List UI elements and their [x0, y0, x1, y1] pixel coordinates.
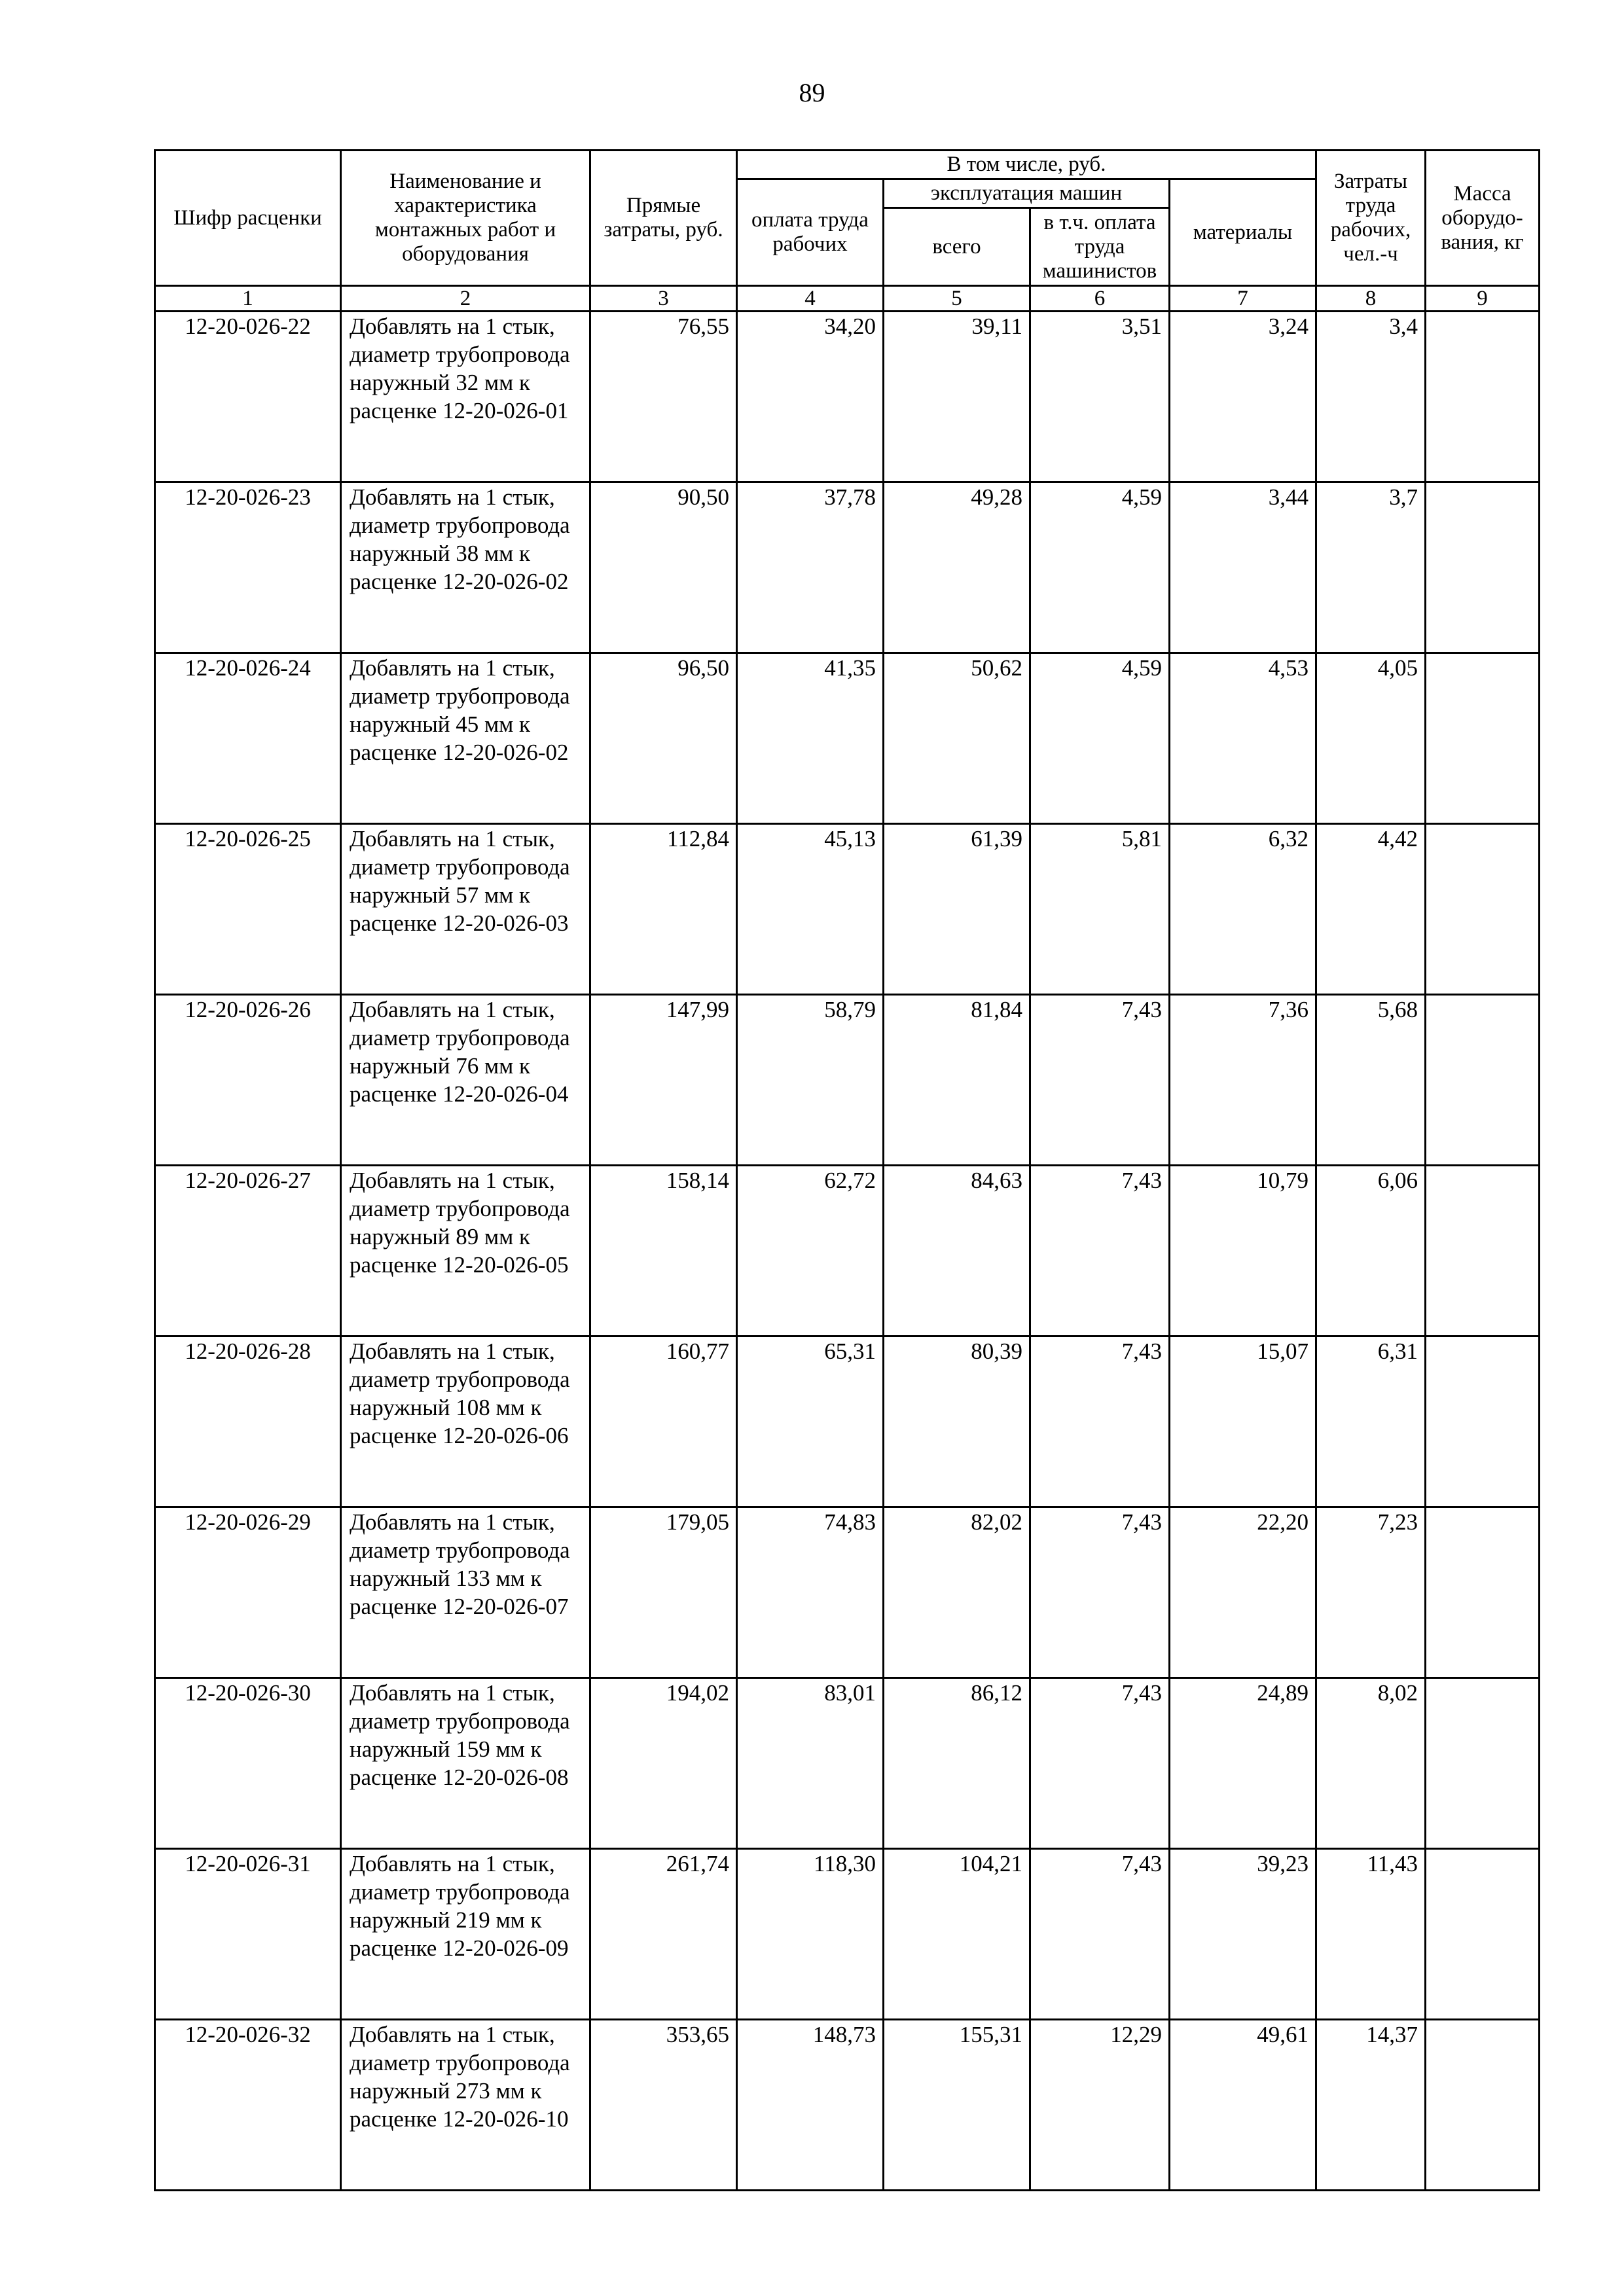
cell-machines-total: 49,28: [884, 482, 1030, 653]
cell-code: 12-20-026-32: [155, 2020, 341, 2191]
cell-labor-pay: 118,30: [737, 1849, 884, 2020]
cell-name: Добавлять на 1 стык, диаметр трубопровода наружный 38 мм к расценке 12-20-026-02: [341, 482, 590, 653]
cell-mass: [1426, 995, 1540, 1166]
cell-labor-cost: 6,31: [1316, 1336, 1426, 1507]
cell-labor-cost: 5,68: [1316, 995, 1426, 1166]
cell-direct: 194,02: [590, 1678, 737, 1849]
table-row: [155, 824, 1540, 995]
cell-labor-cost: 7,23: [1316, 1507, 1426, 1678]
col-number: 9: [1426, 286, 1540, 312]
cell-code: 12-20-026-25: [155, 824, 341, 995]
cell-mass: [1426, 1166, 1540, 1336]
cell-labor-cost: 4,05: [1316, 653, 1426, 824]
table-header: [155, 151, 1540, 312]
cell-labor-cost: 8,02: [1316, 1678, 1426, 1849]
cell-name: Добавлять на 1 стык, диаметр трубопровода наружный 76 мм к расценке 12-20-026-04: [341, 995, 590, 1166]
header-direct: Прямые затраты, руб.: [590, 151, 737, 286]
cell-labor-pay: 37,78: [737, 482, 884, 653]
cell-materials: 6,32: [1170, 824, 1316, 995]
cell-name: Добавлять на 1 стык, диаметр трубопровода наружный 273 мм к расценке 12-20-026-10: [341, 2020, 590, 2191]
cell-labor-cost: 6,06: [1316, 1166, 1426, 1336]
cell-labor-cost: 14,37: [1316, 2020, 1426, 2191]
header-machines-total: всего: [884, 208, 1030, 286]
table-row: [155, 653, 1540, 824]
cell-code: 12-20-026-30: [155, 1678, 341, 1849]
cell-labor-cost: 4,42: [1316, 824, 1426, 995]
table-row: [155, 995, 1540, 1166]
table-row: [155, 1336, 1540, 1507]
table-row: [155, 2020, 1540, 2191]
header-including: В том числе, руб.: [737, 151, 1316, 179]
cell-name: Добавлять на 1 стык, диаметр трубопровода наружный 159 мм к расценке 12-20-026-08: [341, 1678, 590, 1849]
cell-name: Добавлять на 1 стык, диаметр трубопровода наружный 89 мм к расценке 12-20-026-05: [341, 1166, 590, 1336]
table-row: [155, 1507, 1540, 1678]
cell-machinists-pay: 5,81: [1030, 824, 1170, 995]
cell-labor-pay: 58,79: [737, 995, 884, 1166]
col-number: 5: [884, 286, 1030, 312]
col-number: 1: [155, 286, 341, 312]
cell-mass: [1426, 312, 1540, 482]
cell-machinists-pay: 7,43: [1030, 1336, 1170, 1507]
cell-mass: [1426, 1678, 1540, 1849]
header-machinists-pay: в т.ч. оплата труда машинистов: [1030, 208, 1170, 286]
cell-code: 12-20-026-24: [155, 653, 341, 824]
col-number: 8: [1316, 286, 1426, 312]
cell-code: 12-20-026-28: [155, 1336, 341, 1507]
table-row: [155, 1166, 1540, 1336]
cell-mass: [1426, 1507, 1540, 1678]
cell-name: Добавлять на 1 стык, диаметр трубопровода наружный 57 мм к расценке 12-20-026-03: [341, 824, 590, 995]
cell-code: 12-20-026-27: [155, 1166, 341, 1336]
cell-labor-pay: 62,72: [737, 1166, 884, 1336]
cell-materials: 7,36: [1170, 995, 1316, 1166]
cell-mass: [1426, 824, 1540, 995]
price-table: [154, 149, 1540, 2191]
cell-code: 12-20-026-22: [155, 312, 341, 482]
cell-materials: 4,53: [1170, 653, 1316, 824]
table-body: [155, 312, 1540, 2191]
cell-direct: 158,14: [590, 1166, 737, 1336]
cell-machinists-pay: 3,51: [1030, 312, 1170, 482]
cell-machines-total: 50,62: [884, 653, 1030, 824]
cell-code: 12-20-026-29: [155, 1507, 341, 1678]
cell-mass: [1426, 1849, 1540, 2020]
cell-labor-pay: 45,13: [737, 824, 884, 995]
cell-machines-total: 82,02: [884, 1507, 1030, 1678]
header-name: Наименование и характеристика монтажных работ и оборудования: [341, 151, 590, 286]
cell-code: 12-20-026-23: [155, 482, 341, 653]
cell-materials: 22,20: [1170, 1507, 1316, 1678]
header-machines: эксплуатация машин: [884, 179, 1170, 208]
col-number: 6: [1030, 286, 1170, 312]
cell-direct: 147,99: [590, 995, 737, 1166]
cell-materials: 24,89: [1170, 1678, 1316, 1849]
cell-direct: 96,50: [590, 653, 737, 824]
column-number-row: [155, 286, 1540, 312]
page-number: 89: [799, 78, 825, 107]
cell-direct: 261,74: [590, 1849, 737, 2020]
cell-materials: 15,07: [1170, 1336, 1316, 1507]
cell-labor-pay: 148,73: [737, 2020, 884, 2191]
cell-labor-cost: 11,43: [1316, 1849, 1426, 2020]
cell-direct: 76,55: [590, 312, 737, 482]
cell-materials: 3,44: [1170, 482, 1316, 653]
cell-direct: 160,77: [590, 1336, 737, 1507]
cell-labor-pay: 65,31: [737, 1336, 884, 1507]
cell-code: 12-20-026-31: [155, 1849, 341, 2020]
cell-machines-total: 39,11: [884, 312, 1030, 482]
cell-machines-total: 84,63: [884, 1166, 1030, 1336]
cell-machinists-pay: 4,59: [1030, 482, 1170, 653]
cell-machinists-pay: 4,59: [1030, 653, 1170, 824]
cell-materials: 3,24: [1170, 312, 1316, 482]
col-number: 7: [1170, 286, 1316, 312]
cell-machinists-pay: 7,43: [1030, 995, 1170, 1166]
header-code: Шифр расценки: [155, 151, 341, 286]
cell-machinists-pay: 7,43: [1030, 1166, 1170, 1336]
table-row: [155, 312, 1540, 482]
cell-name: Добавлять на 1 стык, диаметр трубопровода наружный 219 мм к расценке 12-20-026-09: [341, 1849, 590, 2020]
table-row: [155, 482, 1540, 653]
table-row: [155, 1678, 1540, 1849]
cell-labor-pay: 74,83: [737, 1507, 884, 1678]
cell-mass: [1426, 653, 1540, 824]
cell-machinists-pay: 7,43: [1030, 1507, 1170, 1678]
cell-code: 12-20-026-26: [155, 995, 341, 1166]
cell-labor-pay: 41,35: [737, 653, 884, 824]
header-equipment-mass: Масса оборудо-вания, кг: [1426, 151, 1540, 286]
cell-labor-cost: 3,4: [1316, 312, 1426, 482]
header-labor-pay: оплата труда рабочих: [737, 179, 884, 286]
cell-machines-total: 86,12: [884, 1678, 1030, 1849]
cell-direct: 353,65: [590, 2020, 737, 2191]
cell-mass: [1426, 1336, 1540, 1507]
cell-machinists-pay: 7,43: [1030, 1678, 1170, 1849]
cell-materials: 49,61: [1170, 2020, 1316, 2191]
header-materials: материалы: [1170, 179, 1316, 286]
cell-machines-total: 104,21: [884, 1849, 1030, 2020]
cell-mass: [1426, 2020, 1540, 2191]
cell-machinists-pay: 7,43: [1030, 1849, 1170, 2020]
col-number: 3: [590, 286, 737, 312]
cell-direct: 179,05: [590, 1507, 737, 1678]
cell-labor-pay: 34,20: [737, 312, 884, 482]
cell-name: Добавлять на 1 стык, диаметр трубопровода наружный 32 мм к расценке 12-20-026-01: [341, 312, 590, 482]
cell-machines-total: 81,84: [884, 995, 1030, 1166]
cell-name: Добавлять на 1 стык, диаметр трубопровода наружный 45 мм к расценке 12-20-026-02: [341, 653, 590, 824]
cell-materials: 39,23: [1170, 1849, 1316, 2020]
cell-mass: [1426, 482, 1540, 653]
cell-labor-cost: 3,7: [1316, 482, 1426, 653]
cell-machines-total: 80,39: [884, 1336, 1030, 1507]
cell-machines-total: 155,31: [884, 2020, 1030, 2191]
cell-machines-total: 61,39: [884, 824, 1030, 995]
cell-name: Добавлять на 1 стык, диаметр трубопровода наружный 108 мм к расценке 12-20-026-06: [341, 1336, 590, 1507]
col-number: 2: [341, 286, 590, 312]
cell-direct: 90,50: [590, 482, 737, 653]
header-labor-cost: Затраты труда рабочих, чел.-ч: [1316, 151, 1426, 286]
col-number: 4: [737, 286, 884, 312]
cell-machinists-pay: 12,29: [1030, 2020, 1170, 2191]
cell-labor-pay: 83,01: [737, 1678, 884, 1849]
cell-direct: 112,84: [590, 824, 737, 995]
cell-materials: 10,79: [1170, 1166, 1316, 1336]
table-row: [155, 1849, 1540, 2020]
cell-name: Добавлять на 1 стык, диаметр трубопровода наружный 133 мм к расценке 12-20-026-07: [341, 1507, 590, 1678]
